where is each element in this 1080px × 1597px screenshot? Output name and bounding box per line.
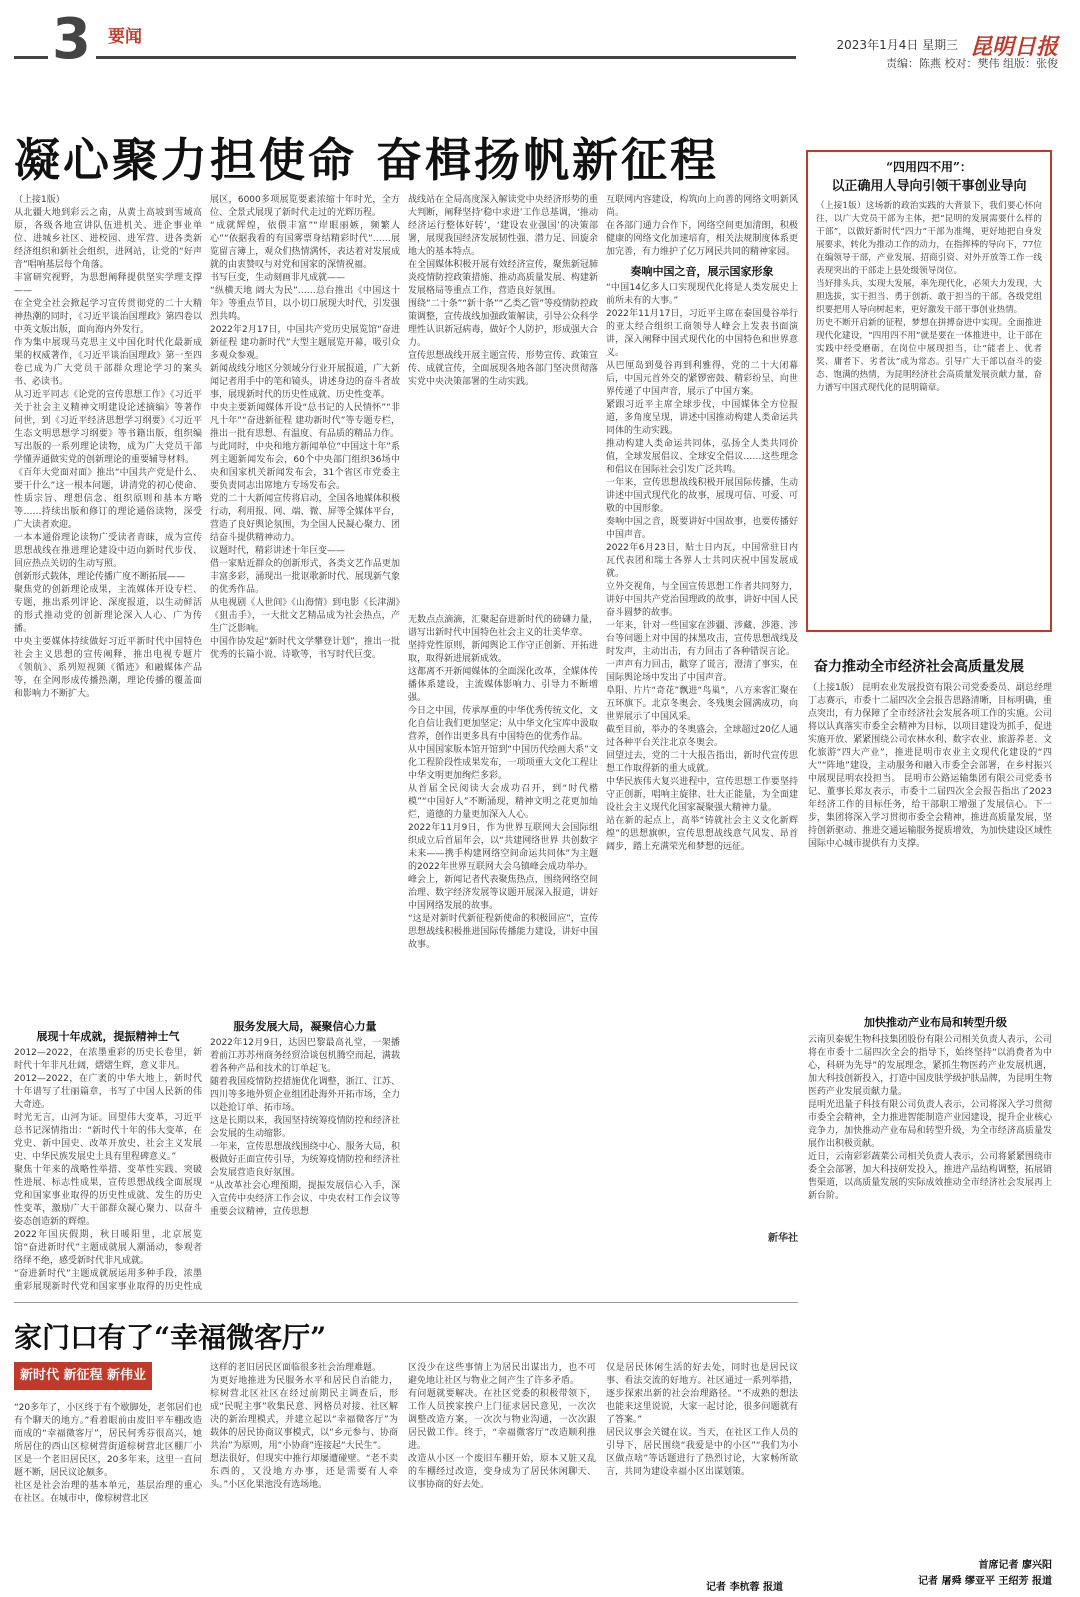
right-article-author-2: 首席记者 廖兴阳 [978,1560,1052,1571]
column-text: 战线站在全局高度深入解读党中央经济形势的重大判断，阐释坚持‘稳中求进’工作总基调，‘推动经济运行整体好转’，‘建设农业强国’的决策部署，展现我国经济发展韧性强、潜力足、回旋余地大的基本特点。 在全国媒体积极开展有效经济宣传，聚焦新冠肺炎疫情防控政策措施、推动高质量发展、构建新发展格局等重点工作，营造良好氛围。 围绕“二十条”“新十条”“乙类乙管”等疫情防控政策调整，宣传战线加强政策解读，引导公众科学理性认识新冠病毒，做好个人防护，形成强大合力。 宣传思想战线开展主题宣传、形势宣传、政策宣传、成就宣传，全面展现各地各部门坚决贯彻落实党中央决策部署的生动实践。 [408,195,598,387]
editor-credits: 责编：陈燕 校对：樊伟 组版：张俊 [886,57,1058,70]
article-column-4 [606,194,798,1294]
article-source: 新华社 [768,1233,798,1244]
right-article-authors: 记者 屠舜 缪亚平 王绍芳 报道 [918,1576,1052,1587]
bottom-column-2: 这样的老旧居民区面临很多社会治理难题。 为更好地推进为民服务水平和居民自治能力，棕树营北区社区在经过前期民主调查后，形成“民呢主事”收集民意、网格员对接、社区解决的新治理模式，并建立起以“幸福微客厅”为载体的居民协商议事模式，以“乡元参与、协商共治”为原则，用“小协商”连接起“大民生”。 想法很好，但现实中推行却屡遭碰壁。“老不卖东西的，又没地方办事，还是需要有人牵头。”小区化果池没有选场地。 [210,1363,398,1490]
page-number: 3 [52,7,91,72]
box-body: （上接1版）这场新的政治实践的大背景下，我们要心怀向往，以广大党员干部为主体，把“昆明的发展需要什么样的干部”，以做好新时代“四力”干部为准绳，更好地把自身发展要求，转化为推动工作的动力，在指挥棒的导向下，77位在编领导干部，产业发展、招商引资、对外开放等工作一线表现突出的干部走上县处级领导岗位。 当好排头兵，实现大发展，率先现代化，必须大力发现，大胆选拔，实干担当、勇于创新、敢于担当的干部。各级党组织要把用人导向树起来，更好激发干部干事创业热情。 历史不断开启新的征程，梦想在拼搏奋进中实现。全面推进现代化建设，“四用四不用”就是要在一体推进中，让干部在实践中经受磨砺，在岗位中展现担当，让“能者上、优者奖、庸者下、劣者汰”成为常态。引导广大干部以奋斗的姿态、饱满的热情，为昆明经济社会高质量发展贡献力量，奋力谱写中国式现代化的昆明篇章。 [816,201,1042,393]
box-title-line1: “四用四不用”： [886,160,972,174]
article-column-3 [408,194,598,1294]
box-title-line2: 以正确用人导向引领干事创业导向 [831,179,1027,194]
column-tag: 新时代 新征程 新伟业 [14,1362,152,1390]
commentary-box [806,150,1052,632]
column-text: 2012—2022，在浓墨重彩的历史长卷里，新时代十年非凡壮阔，熠熠生辉，意义非凡。 2012—2022，在广袤的中华大地上，新时代十年谱写了壮丽篇章，书写了中国人民新的伟大奇迹。 时光无言，山河为证。回望伟大变革，习近平总书记深情指出：“新时代十年的伟大变革，在党史、新中国史、改革开放史、社会主义发展史、中华民族发展史上具有里程碑意义。” 聚焦十年来的战略性举措、变革性实践、突破性进展、标志性成果，宣传思想战线全面展现党和国家事业取得的历史性成就、发生的历史性变革，激励广大干部群众凝心聚力、以奋斗姿态创造新的辉煌。 2022年国庆假期，秋日暖阳里，北京展览馆“奋进新时代”主题成就展人潮涌动，参观者络绎不绝，感受新时代非凡成就。 “奋进新时代”主题成就展运用多种手段，浓墨重彩展现新时代党和国家事业取得的历史性成 [14,1048,202,1292]
article-column-1 [14,194,202,1294]
column-text: 无数点点滴滴，汇聚起奋进新时代的磅礴力量，谱写出新时代中国特色社会主义的壮美华章。 坚持党性原则，新闻舆论工作守正创新、开拓进取，取得新进展新成效。 这都离不开新闻媒体的全面深化改革，全媒体传播体系建设，主流媒体影响力、引导力不断增强。 今日之中国，传承厚重的中华优秀传统文化，文化自信让我们更加坚定；从中华文化宝库中汲取营养，创作出更多具有中国特色的优秀作品。 从中国国家版本馆开馆到“中国历代绘画大系”文化工程阶段性成果发布，一项项重大文化工程让中华文明更加绚烂多彩。 从首届全民阅读大会成功召开，到“时代楷模”“中国好人”不断涌现，精神文明之花更加灿烂，道德的力量更加深入人心。 2022年11月9日，作为世界互联网大会国际组织成立后首届年会，以“共建网络世界 共创数字未来——携手构建网络空间命运共同体”为主题的2022年世界互联网大会乌镇峰会成功举办。 峰会上，新闻记者代表聚焦热点，围绕网络空间治理、数字经济发展等议题开展深入报道，讲好中国网络发展的故事。 “这是对新时代新征程新使命的积极回应”，宣传思想战线积极推进国际传播能力建设，讲好中国故事。 [408,615,598,950]
right-article-subheading: 加快推动产业布局和转型升级 [864,1016,1007,1029]
divider [14,1302,798,1303]
column-text: 2022年12月9日，达因巴黎最高礼堂，一架播着前江苏苏州商务经贸洽谈包机腾空而起，满载着各种产品和技术的订单起飞。 随着我国疫情防控措施优化调整，浙江、江苏、四川等多地外贸企业组团赴海外开拓市场，全力以赴抢订单、拓市场。 这是长期以来，我国坚持统筹疫情防控和经济社会发展的生动缩影。 一年来，宣传思想战线围绕中心、服务大局，积极做好正面宣传引导，为统筹疫情防控和经济社会发展营造良好氛围。 “从改革社会心理预期，提振发展信心入手，深入宣传中央经济工作会议、中央农村工作会议等重要会议精神，宣传思想 [210,1038,400,1217]
right-article-title: 奋力推动全市经济社会高质量发展 [814,659,1024,675]
column-text: （上接1版） 从北疆大地到彩云之南，从黄土高坡到雪域高原，各级各地宣讲队伍进机关、进企事业单位、进城乡社区、进校园、进军营、进各类新经济组织和新社会组织，进网站，让党的“好声音”唱响基层每个角落。 丰富研究视野，为思想阐释提供坚实学理支撑—— 在全党全社会掀起学习宣传贯彻党的二十大精神热潮的同时，《习近平谈治国理政》第四卷以中英文版出版，面向海内外发行。 作为集中展现马克思主义中国化时代化最新成果的权威著作，《习近平谈治国理政》第一至四卷已成为广大党员干部群众理论学习的案头书、必读书。 从习近平同志《论党的宣传思想工作》《习近平关于社会主义精神文明建设论述摘编》等著作问世，到《习近平经济思想学习纲要》《习近平生态文明思想学习纲要》等书籍出版，组织编写出版的一系列理论读物，成为广大党员干部学懂弄通做实党的创新理论的重要辅导材料。 《百年大党面对面》推出“中国共产党是什么、要干什么”这一根本问题，讲清党的初心使命、性质宗旨、理想信念、组织原则和基本方略等……持续出版和修订的理论通俗读物，深受广大读者欢迎。 一本本通俗理论读物广受读者青睐，成为宣传思想战线在推进理论建设中迈向新时代步伐、回应热点关切的生动写照。 创新形式载体，理论传播广度不断拓展—— 聚焦党的创新理论成果，主流媒体开设专栏、专题，推出系列评论、深度报道，以生动鲜活的形式推动党的创新理论深入人心、广为传播。 中央主要媒体持续做好习近平新时代中国特色社会主义思想的宣传阐释，推出电视专题片《领航》、系列短视频《循迹》和融媒体产品等，在全网形成传播热潮，理论传播的覆盖面和影响力不断扩大。 [14,195,202,699]
subheading: 奏响中国之音，展示国家形象 [630,265,774,278]
column-text: 互联网内容建设，构筑向上向善的网络文明新风尚。 在各部门通力合作下，网络空间更加清朗，积极健康的网络文化加速培育，相关法规制度体系更加完善，有力维护了亿万网民共同的精神家园。 [606,195,798,257]
paper-logo: 昆明日报 [969,34,1058,60]
right-article-body: （上接1版） 昆明农业发展投资有限公司党委委员、副总经理丁志赛示，市委十二届四次全会报告思路清晰，目标明确，重点突出，有力保障了全市经济社会发展各项工作的实施。公司将以认真落实市委全会精神为目标，以项目建设为抓手，促进实施开放、紧紧围绕公司农林水利、数字农业、旅游养老、文化旅游“四大产业”，推进昆明市农业主文现代化建设的“四大”“阵地”建设，主动服务和融入市委全会部署，在乡村振兴中展现昆明农投担当。 昆明市公路运输集团有限公司党委书记、董事长郑友表示，市委十二届四次全会报告指出了2023年经济工作的目标任务，给干部职工增强了发展信心。下一步，集团将深入学习贯彻市委全会精神，推进高质量发展，坚持创新驱动、推进交通运输服务提质增效，为加快建设区域性国际中心城市提供有力支撑。 [808,683,1052,849]
subheading: 服务发展大局，凝聚信心力量 [233,1020,377,1033]
column-text: 展区，6000多项展览要素浓缩十年时光，全方位、全景式展现了新时代走过的光辉历程。 “成就辉煌，依偎丰富”“岸眼丽嫉，频繁人心”“依据我看的有国雾票身结精彩时代”……展览留言簿上，观众们热情满怀，表达着对发展成就的由衷赞叹与对党和国家的深情祝福。 书写巨变，生动刻画非凡成就—— “纵横天地 阔大为民”……总台推出《中国这十年》等重点节目，以小切口展现大时代，引发强烈共鸣。 2022年2月17日，中国共产党历史展览馆“奋进新征程 建功新时代”大型主题展览开幕，吸引众多观众参观。 新闻战线分地区分领域分行业开展报道，广大新闻记者用手中的笔和镜头，讲述身边的奋斗者故事，展现新时代的历史性成就、历史性变革。 中央主要新闻媒体开设“总书记的人民情怀”“非凡十年”“奋进新征程 建功新时代”等专题专栏，推出一批有思想、有温度、有品质的精品力作。 与此同时，中央和地方新闻单位“中国这十年”系列主题新闻发布会，60个中央部门组织36场中央和国家机关新闻发布会，31个省区市党委主要负责同志出席地方专场发布会。 党的二十大新闻宣传将启动，全国各地媒体积极行动，利用报、网、端、微、屏等全媒体平台，营造了良好舆论氛围，为全国人民凝心聚力、团结奋斗提供精神动力。 议题时代，精彩讲述十年巨变—— 借一家贴近群众的创新形式，各类文艺作品更加丰富多彩，涌现出一批讴歌新时代、展现新气象的优秀作品。 从电视剧《人世间》《山海情》到电影《长津湖》《狙击手》，一大批文艺精品成为社会热点，产生广泛影响。 中国作协发起“新时代文学攀登计划”，推出一批优秀的长篇小说、诗歌等，书写时代巨变。 [210,195,400,660]
bottom-column-4: 仅是居民休闲生活的好去处，同时也是居民议事、看法交流的好地方。社区通过一系列举措，逐步探索出新的社会治理路径。“不成熟的想法也能来这里说说，大家一起讨论，很多问题就有了答案。” 居民议事会关键在议。当天，在社区工作人员的引导下，居民围绕“我爱是中的小区”“我们为小区做点啥”等话题进行了热烈讨论，大家畅所欲言，共同为建设幸福小区出谋划策。 [606,1363,798,1477]
right-article-body-2: 云南贝泰妮生物科技集团股份有限公司相关负责人表示，公司将在市委十二届四次全会的指导下，始终坚持“以消费者为中心，科研为先导”的发展理念，紧抓生物医药产业发展机遇，加大科技创新投入，打造中国皮肤学级护肤品牌，为昆明生物医药产业发展贡献力量。 昆明光迅量子科技有限公司负责人表示，公司将深入学习贯彻市委全会精神，全力推进智能制造产业园建设，提升企业核心竞争力，加快推动产业布局和转型升级，为全市经济高质量发展作出积极贡献。 近日，云南彩彩蔬菜公司相关负责人表示，公司将紧紧围绕市委全会部署，加大科技研发投入，推进产品结构调整，拓展销售渠道，以高质量发展的实际成效推动全市经济社会发展再上新台阶。 [808,1035,1052,1201]
bottom-column-1: “20多年了，小区终于有个歇脚处，老邻居们也有个聊天的地方。”看着眼前由废旧平车棚改造而成的“幸福微客厅”，居民何秀芬很高兴，她所居住的西山区棕树营街道棕树营北区棚厂小区是一个老旧居民区，20多年来，这里一直问题不断，居民议论颇多。 社区是社会治理的基本单元，基层治理的重心在社区。在城市中，像棕树营北区 [14,1403,202,1504]
article-column-2 [210,194,400,1294]
issue-date: 2023年1月4日 星期三 [836,38,959,52]
bottom-author: 记者 李杭蓉 报道 [706,1582,783,1593]
main-headline: 凝心聚力担使命 奋楫扬帆新征程 [14,133,720,187]
subheading: 展现十年成就，提振精神士气 [36,1030,180,1043]
column-text: “中国14亿多人口实现现代化将是人类发展史上前所未有的大事。” 2022年11月17日，习近平主席在泰国曼谷举行的亚太经合组织工商领导人峰会上发表书面演讲，深入阐释中国式现代化的中国特色和世界意义。 从巴厘岛到曼谷再到利雅得，党的二十大闭幕后，中国元首外交的紧锣密鼓、精彩纷呈，向世界传递了中国声音，展示了中国方案。 紧跟习近平主席全球步伐，中国媒体全方位报道，多角度呈现，讲述中国推动构建人类命运共同体的生动实践。 推动构建人类命运共同体，弘扬全人类共同价值，全球发展倡议、全球安全倡议……这些理念和倡议在国际社会引发广泛共鸣。 一年来，宣传思想战线积极开展国际传播，生动讲述中国式现代化的故事，展现可信、可爱、可敬的中国形象。 奏响中国之音，既要讲好中国故事，也要传播好中国声音。 2022年6月23日，贴士日内瓦，中国常驻日内瓦代表团和瑞士各界人士共同庆祝中国发展成就。 立外交视角，与全国宣传思想工作者共同努力，讲好中国共产党治国理政的故事，讲好中国人民奋斗圆梦的故事。 一年来，针对一些国家在涉疆、涉藏、涉港、涉台等问题上对中国的抹黑攻击，宣传思想战线及时发声，主动出击，有力回击了各种错误言论。 一声声有力回击，戳穿了谎言，澄清了事实，在国际舆论场中发出了中国声音。 阜阳、片片“奇花”飘进“鸟巢”，八方来客汇聚在五环旗下。北京冬奥会、冬残奥会圆满成功，向世界展示了中国风采。 截至目前，举办的冬奥盛会，全球超过20亿人通过各种平台关注北京冬奥会。 回望过去，党的二十大报告指出，新时代宣传思想工作取得新的重大成就。 中华民族伟大复兴进程中，宣传思想工作要坚持守正创新，唱响主旋律、壮大正能量，为全面建设社会主义现代化国家凝聚强大精神力量。 站在新的起点上，高举“铸就社会主义文化新辉煌”的思想旗帜，宣传思想战线意气风发、昂首阔步，踏上充满荣光和梦想的远征。 [606,283,798,852]
header-rule [96,56,796,59]
header-rule-left [14,56,48,59]
section-label: 要闻 [108,27,142,47]
bottom-column-3: 区没少在这些事情上为居民出谋出力，也不可避免地让社区与物业之间产生了许多矛盾。 有问题就要解决。在社区党委的积极带领下，工作人员挨家挨户上门征求居民意见，一次次调整改造方案，一次次与物业沟通，一次次跟居民做工作。终于，“幸福微客厅”改造顺利推进。 改造从小区一个废旧车棚开始，原本又脏又乱的车棚经过改造，变身成为了居民休闲聊天、议事协商的好去处。 [408,1363,596,1490]
bottom-headline: 家门口有了“幸福微客厅” [14,1321,327,1354]
